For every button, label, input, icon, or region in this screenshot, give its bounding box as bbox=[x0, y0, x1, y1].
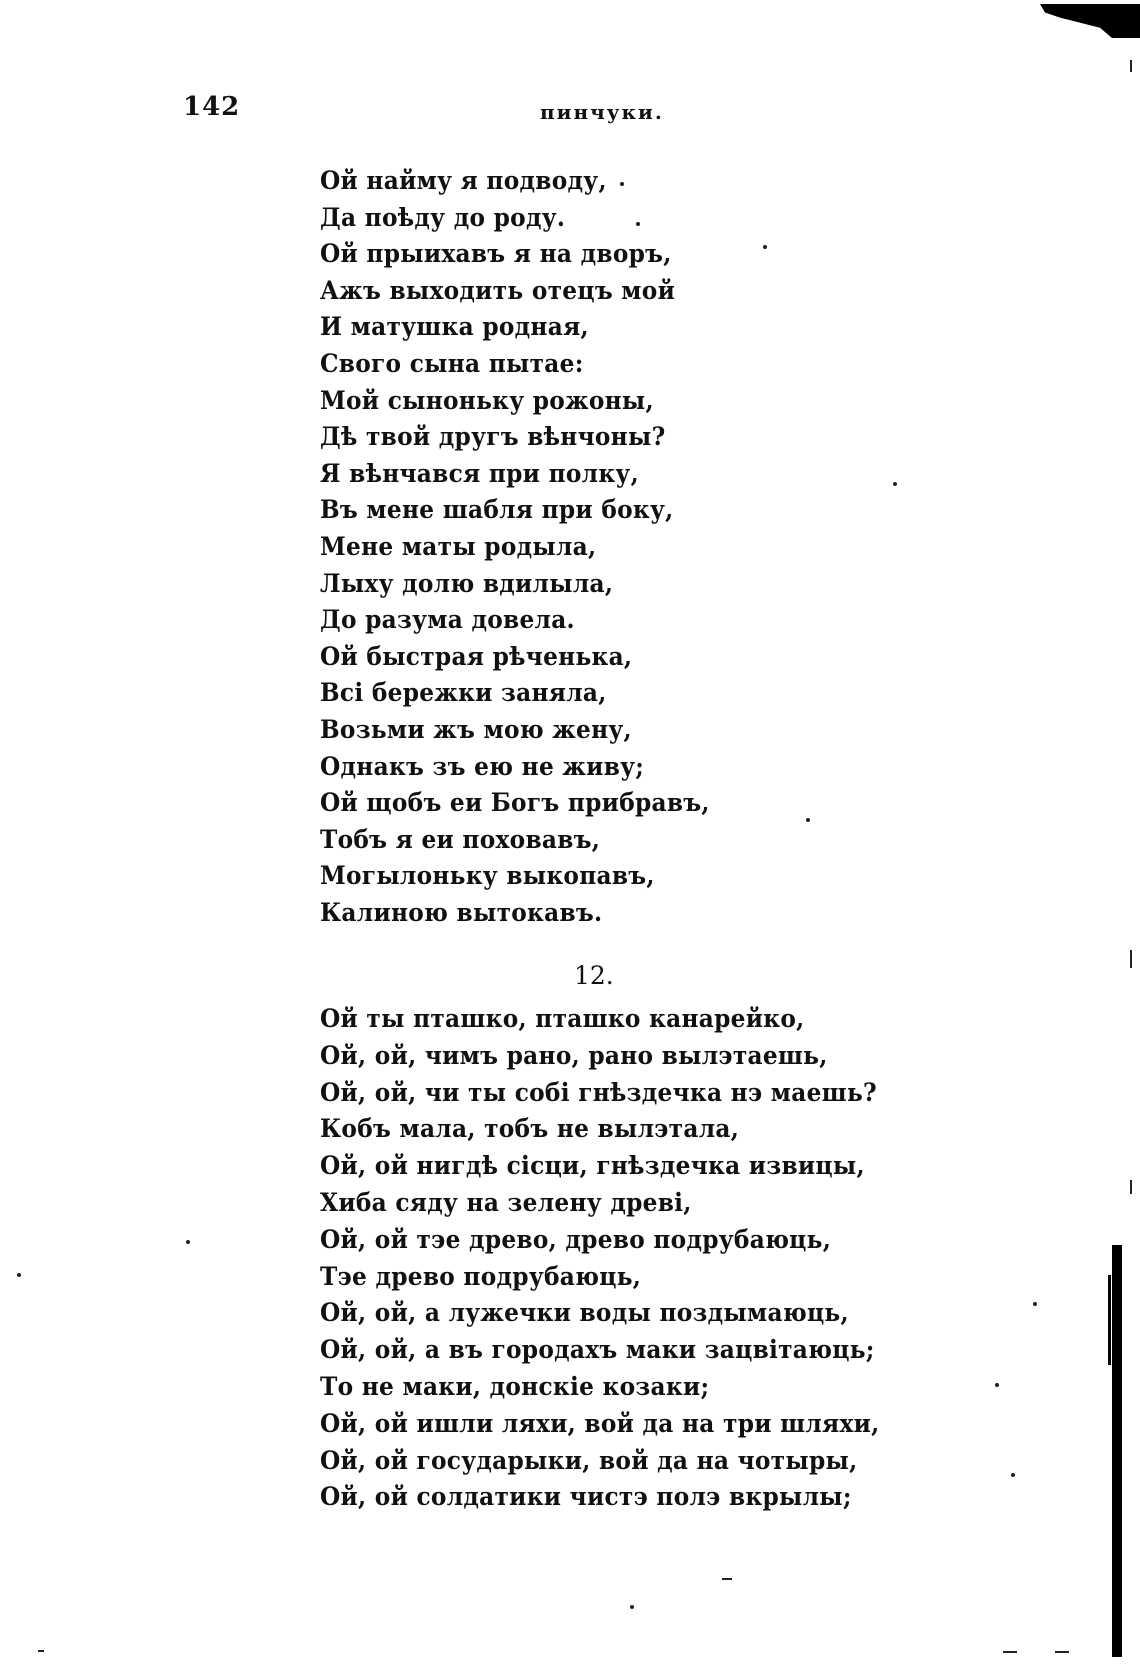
verse-line: До разума довела. bbox=[320, 605, 575, 635]
verse-line: Кобъ мала, тобъ не вылэтала, bbox=[320, 1114, 740, 1144]
verse-line: Ой, ой ишли ляхи, вой да на три шляхи, bbox=[320, 1408, 880, 1438]
verse-line: Ой щобъ еи Богъ прибравъ, bbox=[320, 788, 710, 818]
scan-speck bbox=[995, 1383, 999, 1387]
scan-speck bbox=[186, 1240, 190, 1244]
verse-line: Ой найму я подводу, bbox=[320, 166, 607, 195]
scan-speck bbox=[893, 482, 897, 486]
scan-speck bbox=[1011, 1473, 1015, 1477]
verse-line: Мой сыноньку рожоны, bbox=[320, 385, 654, 415]
verse-line: Ажъ выходить отецъ мой bbox=[320, 275, 676, 305]
verse-line: Тэе древо подрубаюць, bbox=[320, 1261, 642, 1291]
scan-speck bbox=[38, 1650, 44, 1652]
verse-line: Ой, ой, чимъ рано, рано вылэтаешь, bbox=[320, 1040, 828, 1070]
page-number: 142 bbox=[183, 92, 241, 122]
verse-line: Возьми жъ мою жену, bbox=[320, 714, 632, 744]
scan-speck bbox=[17, 1273, 21, 1277]
poem-continued bbox=[320, 163, 739, 931]
scan-speck bbox=[620, 182, 624, 186]
scan-edge-mark bbox=[1130, 60, 1132, 72]
verse-line: Ой, ой, чи ты собі гнѣздечка нэ маешь? bbox=[320, 1077, 877, 1107]
verse-line: Всі бережки заняла, bbox=[320, 678, 607, 708]
verse-line: Однакъ зъ ею не живу; bbox=[320, 751, 645, 781]
verse-line: Ой, ой, а въ городахъ маки зацвітаюць; bbox=[320, 1335, 875, 1365]
scan-speck bbox=[636, 222, 640, 226]
scan-speck bbox=[722, 1578, 732, 1580]
scan-edge-mark bbox=[1112, 1245, 1122, 1657]
scan-artifact bbox=[1040, 4, 1140, 38]
verse-line: Могылоньку выкопавъ, bbox=[320, 861, 655, 891]
verse-line: Я вѣнчався при полку, bbox=[320, 458, 639, 488]
verse-line: Тобъ я еи поховавъ, bbox=[320, 824, 601, 854]
scan-edge-mark bbox=[1130, 1180, 1132, 1194]
verse-line: Да поѣду до роду. bbox=[320, 202, 566, 232]
running-title: пинчуки. bbox=[540, 100, 664, 124]
verse-line: Мене маты родыла, bbox=[320, 531, 597, 561]
verse-line: И матушка родная, bbox=[320, 312, 589, 342]
verse-line: Ой, ой солдатики чистэ полэ вкрылы; bbox=[320, 1482, 852, 1512]
scan-speck bbox=[630, 1605, 634, 1609]
verse-line: Ой, ой тэе древо, древо подрубаюць, bbox=[320, 1224, 832, 1254]
verse-line: Ой прыихавъ я на дворъ, bbox=[320, 239, 672, 269]
scan-edge-mark bbox=[1130, 950, 1132, 968]
verse-line: Ой, ой, а лужечки воды поздымаюць, bbox=[320, 1298, 849, 1328]
verse-line: Калиною вытокавъ. bbox=[320, 897, 603, 927]
verse-line: Ой, ой государыки, вой да на чотыры, bbox=[320, 1445, 858, 1475]
verse-line: Лыху долю вдилыла, bbox=[320, 568, 614, 598]
poem-12 bbox=[320, 1001, 922, 1516]
verse-line: Свого сына пытае: bbox=[320, 348, 584, 378]
verse-line: Ой ты пташко, пташко канарейко, bbox=[320, 1004, 805, 1033]
scan-speck bbox=[763, 245, 767, 249]
verse-line: То не маки, донскіе козаки; bbox=[320, 1371, 710, 1401]
scan-speck bbox=[1055, 1651, 1069, 1653]
verse-line: Дѣ твой другъ вѣнчоны? bbox=[320, 422, 666, 452]
scan-speck bbox=[1033, 1302, 1037, 1306]
scan-edge-mark bbox=[1108, 1275, 1111, 1365]
verse-line: Въ мене шабля при боку, bbox=[320, 495, 674, 525]
scan-speck bbox=[1003, 1651, 1017, 1653]
verse-line: Ой, ой нигдѣ сісци, гнѣздечка извицы, bbox=[320, 1151, 865, 1181]
scan-speck bbox=[806, 818, 810, 822]
verse-line: Ой быстрая рѣченька, bbox=[320, 641, 633, 671]
verse-line: Хиба сяду на зелену древі, bbox=[320, 1187, 692, 1217]
section-number: 12. bbox=[574, 961, 614, 990]
